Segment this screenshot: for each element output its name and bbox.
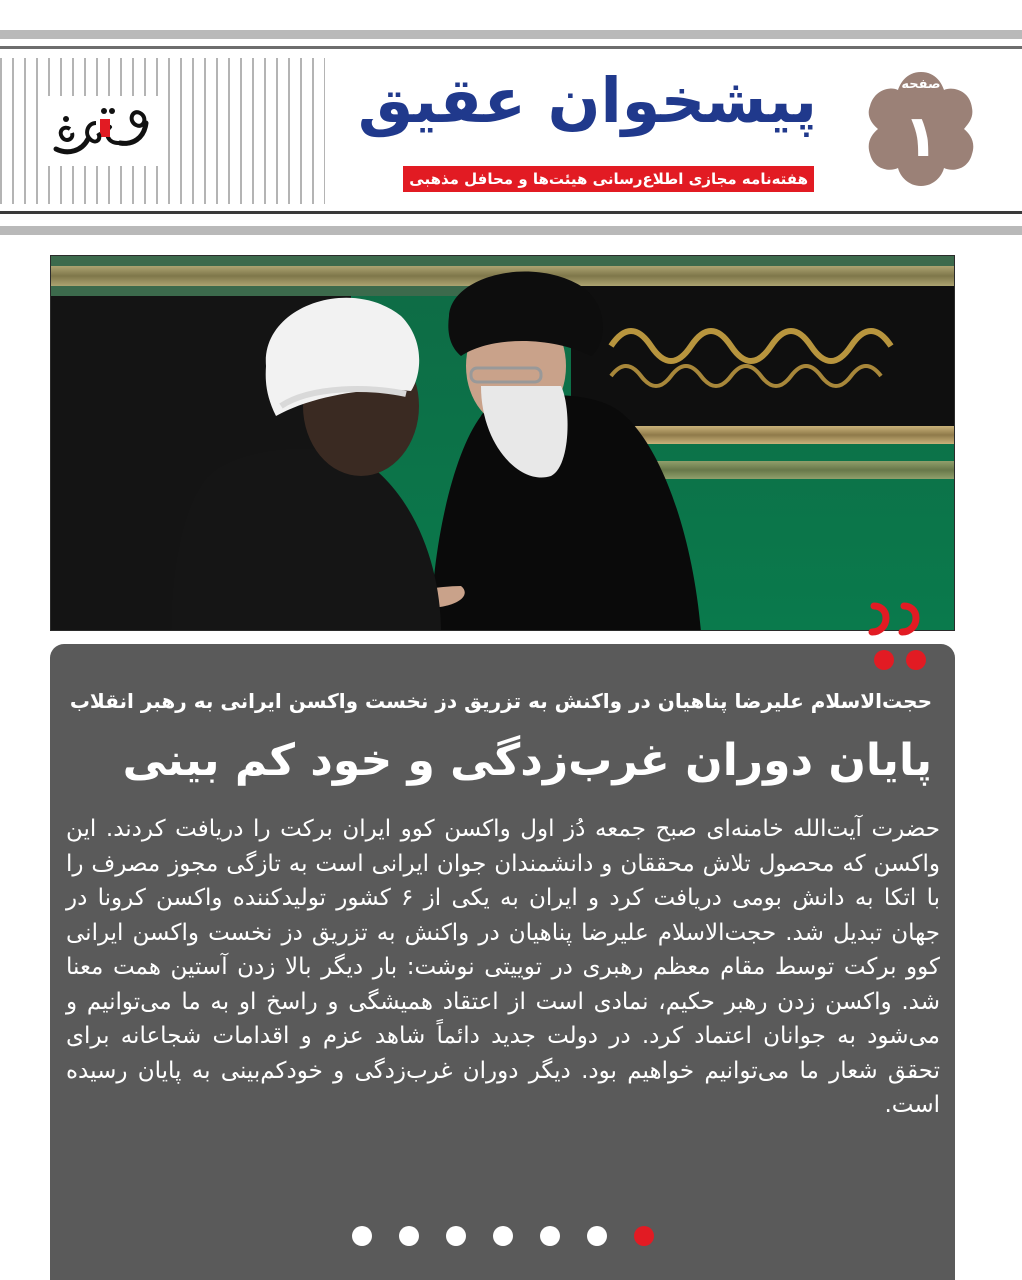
top-rule-dark [0, 46, 1022, 49]
carousel-dot[interactable] [587, 1226, 607, 1246]
header-divider-dark [0, 211, 1022, 214]
masthead-subtitle: هفته‌نامه مجازی اطلاع‌رسانی هیئت‌ها و محافل مذهبی [403, 166, 814, 192]
page-number: ۱ [903, 102, 939, 170]
carousel-dot[interactable] [493, 1226, 513, 1246]
aghigh-logo-icon [44, 99, 154, 163]
article-photo [50, 255, 955, 631]
masthead-title: پیشخوان عقیق [357, 64, 817, 137]
article-headline: پایان دوران غرب‌زدگی و خود کم بینی [122, 735, 932, 786]
carousel-dot[interactable] [634, 1226, 654, 1246]
article-kicker: حجت‌الاسلام علیرضا پناهیان در واکنش به تزریق دز نخست واکسن ایرانی به رهبر انقلاب [69, 689, 932, 713]
header-divider-grey [0, 226, 1022, 235]
carousel-indicator [352, 1224, 672, 1248]
carousel-dot[interactable] [446, 1226, 466, 1246]
carousel-dot[interactable] [352, 1226, 372, 1246]
page-label: صفحه [901, 77, 941, 92]
quote-mark-icon [864, 602, 936, 674]
carousel-dot[interactable] [540, 1226, 560, 1246]
aghigh-logo [40, 96, 158, 166]
article-body: حضرت آیت‌الله خامنه‌ای صبح جمعه دُز اول واکسن کوو ایران برکت را دریافت کردند. این واکسن که محصول تلاش محققان و دانشمندان جوان ایرانی است به تازگی مجوز مصرف را با اتکا به دانش بومی دریافت کرد و ایران به یکی از ۶ کشور تولیدکننده واکسن کرونا در جهان تبدیل شد. حجت‌الاسلام علیرضا پناهیان در واکنش به تزریق دز نخست واکسن ایرانی کوو برکت توسط مقام معظم رهبری در توییتی نوشت: بار دیگر بالا زدن آستین همت معنا شد. واکسن زدن رهبر حکیم، نمادی است از اعتقاد همیشگی و راسخ او به ما می‌توانیم و می‌شود به جوانان اعتماد کرد. در دولت جدید دائماً شاهد عزم و اقدامات شجاعانه برای تحقق شعار ما می‌توانیم خواهیم بود. دیگر دوران غرب‌زدگی و خودکم‌بینی به پایان رسیده است. [66, 816, 940, 1118]
carousel-dot[interactable] [399, 1226, 419, 1246]
top-rule-grey [0, 30, 1022, 39]
